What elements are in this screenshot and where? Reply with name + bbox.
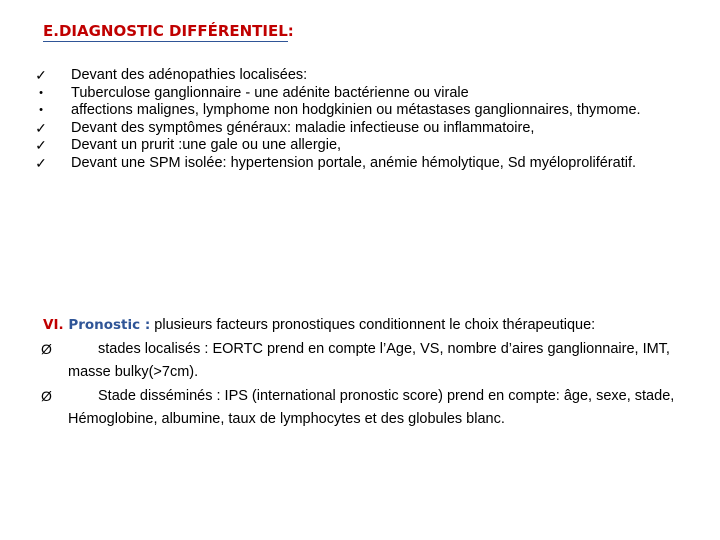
pronostic-item	[41, 385, 683, 432]
list-item	[32, 120, 682, 138]
pronostic-section	[43, 314, 683, 432]
list-item-text: Devant un prurit :une gale ou une allergie,	[71, 137, 342, 153]
section-heading-colon: :	[287, 22, 294, 40]
list-item	[32, 102, 682, 120]
list-item	[32, 85, 682, 103]
pronostic-number: VI.	[43, 317, 64, 333]
checkmark-icon: ✓	[35, 67, 47, 83]
list-item	[32, 155, 682, 173]
list-item	[32, 67, 682, 85]
pronostic-item-text: stades localisés : EORTC prend en compte l’Age, VS, nombre d’aires ganglionnaire, IMT, masse bulky(>7cm).	[68, 340, 670, 380]
list-item-text: Devant une SPM isolée: hypertension portale, anémie hémolytique, Sd myéloprolifératif.	[71, 154, 636, 171]
pronostic-intro-text: plusieurs facteurs pronostiques conditionnent le choix thérapeutique:	[154, 317, 596, 333]
pronostic-label: Pronostic :	[68, 317, 151, 333]
pronostic-item-text: Stade disséminés : IPS (international pronostic score) prend en compte: âge, sexe, stade, Hémoglobine, albumine, taux de lymphocytes et des globules blanc.	[68, 387, 675, 427]
list-item-text: Devant des symptômes généraux: maladie infectieuse ou inflammatoire,	[71, 119, 535, 136]
pronostic-intro	[43, 314, 683, 338]
list-item	[32, 137, 682, 155]
arrow-bullet-icon: Ø	[41, 387, 52, 404]
checkmark-icon: ✓	[35, 119, 47, 136]
differential-list	[32, 67, 682, 172]
bullet-icon: •	[39, 86, 43, 99]
list-item-text: Devant des adénopathies localisées:	[71, 67, 308, 83]
checkmark-icon: ✓	[35, 154, 47, 171]
section-heading	[43, 22, 294, 40]
arrow-bullet-icon: Ø	[41, 340, 52, 357]
pronostic-item	[41, 338, 683, 385]
checkmark-icon: ✓	[35, 137, 47, 153]
list-item-text: Tuberculose ganglionnaire - une adénite bactérienne ou virale	[71, 84, 469, 101]
section-heading-title: E.DIAGNOSTIC DIFFÉRENTIEL	[43, 22, 288, 40]
bullet-icon: •	[39, 104, 43, 116]
list-item-text: affections malignes, lymphome non hodgkinien ou métastases ganglionnaires, thymome.	[71, 102, 641, 118]
pronostic-heading	[43, 317, 150, 333]
